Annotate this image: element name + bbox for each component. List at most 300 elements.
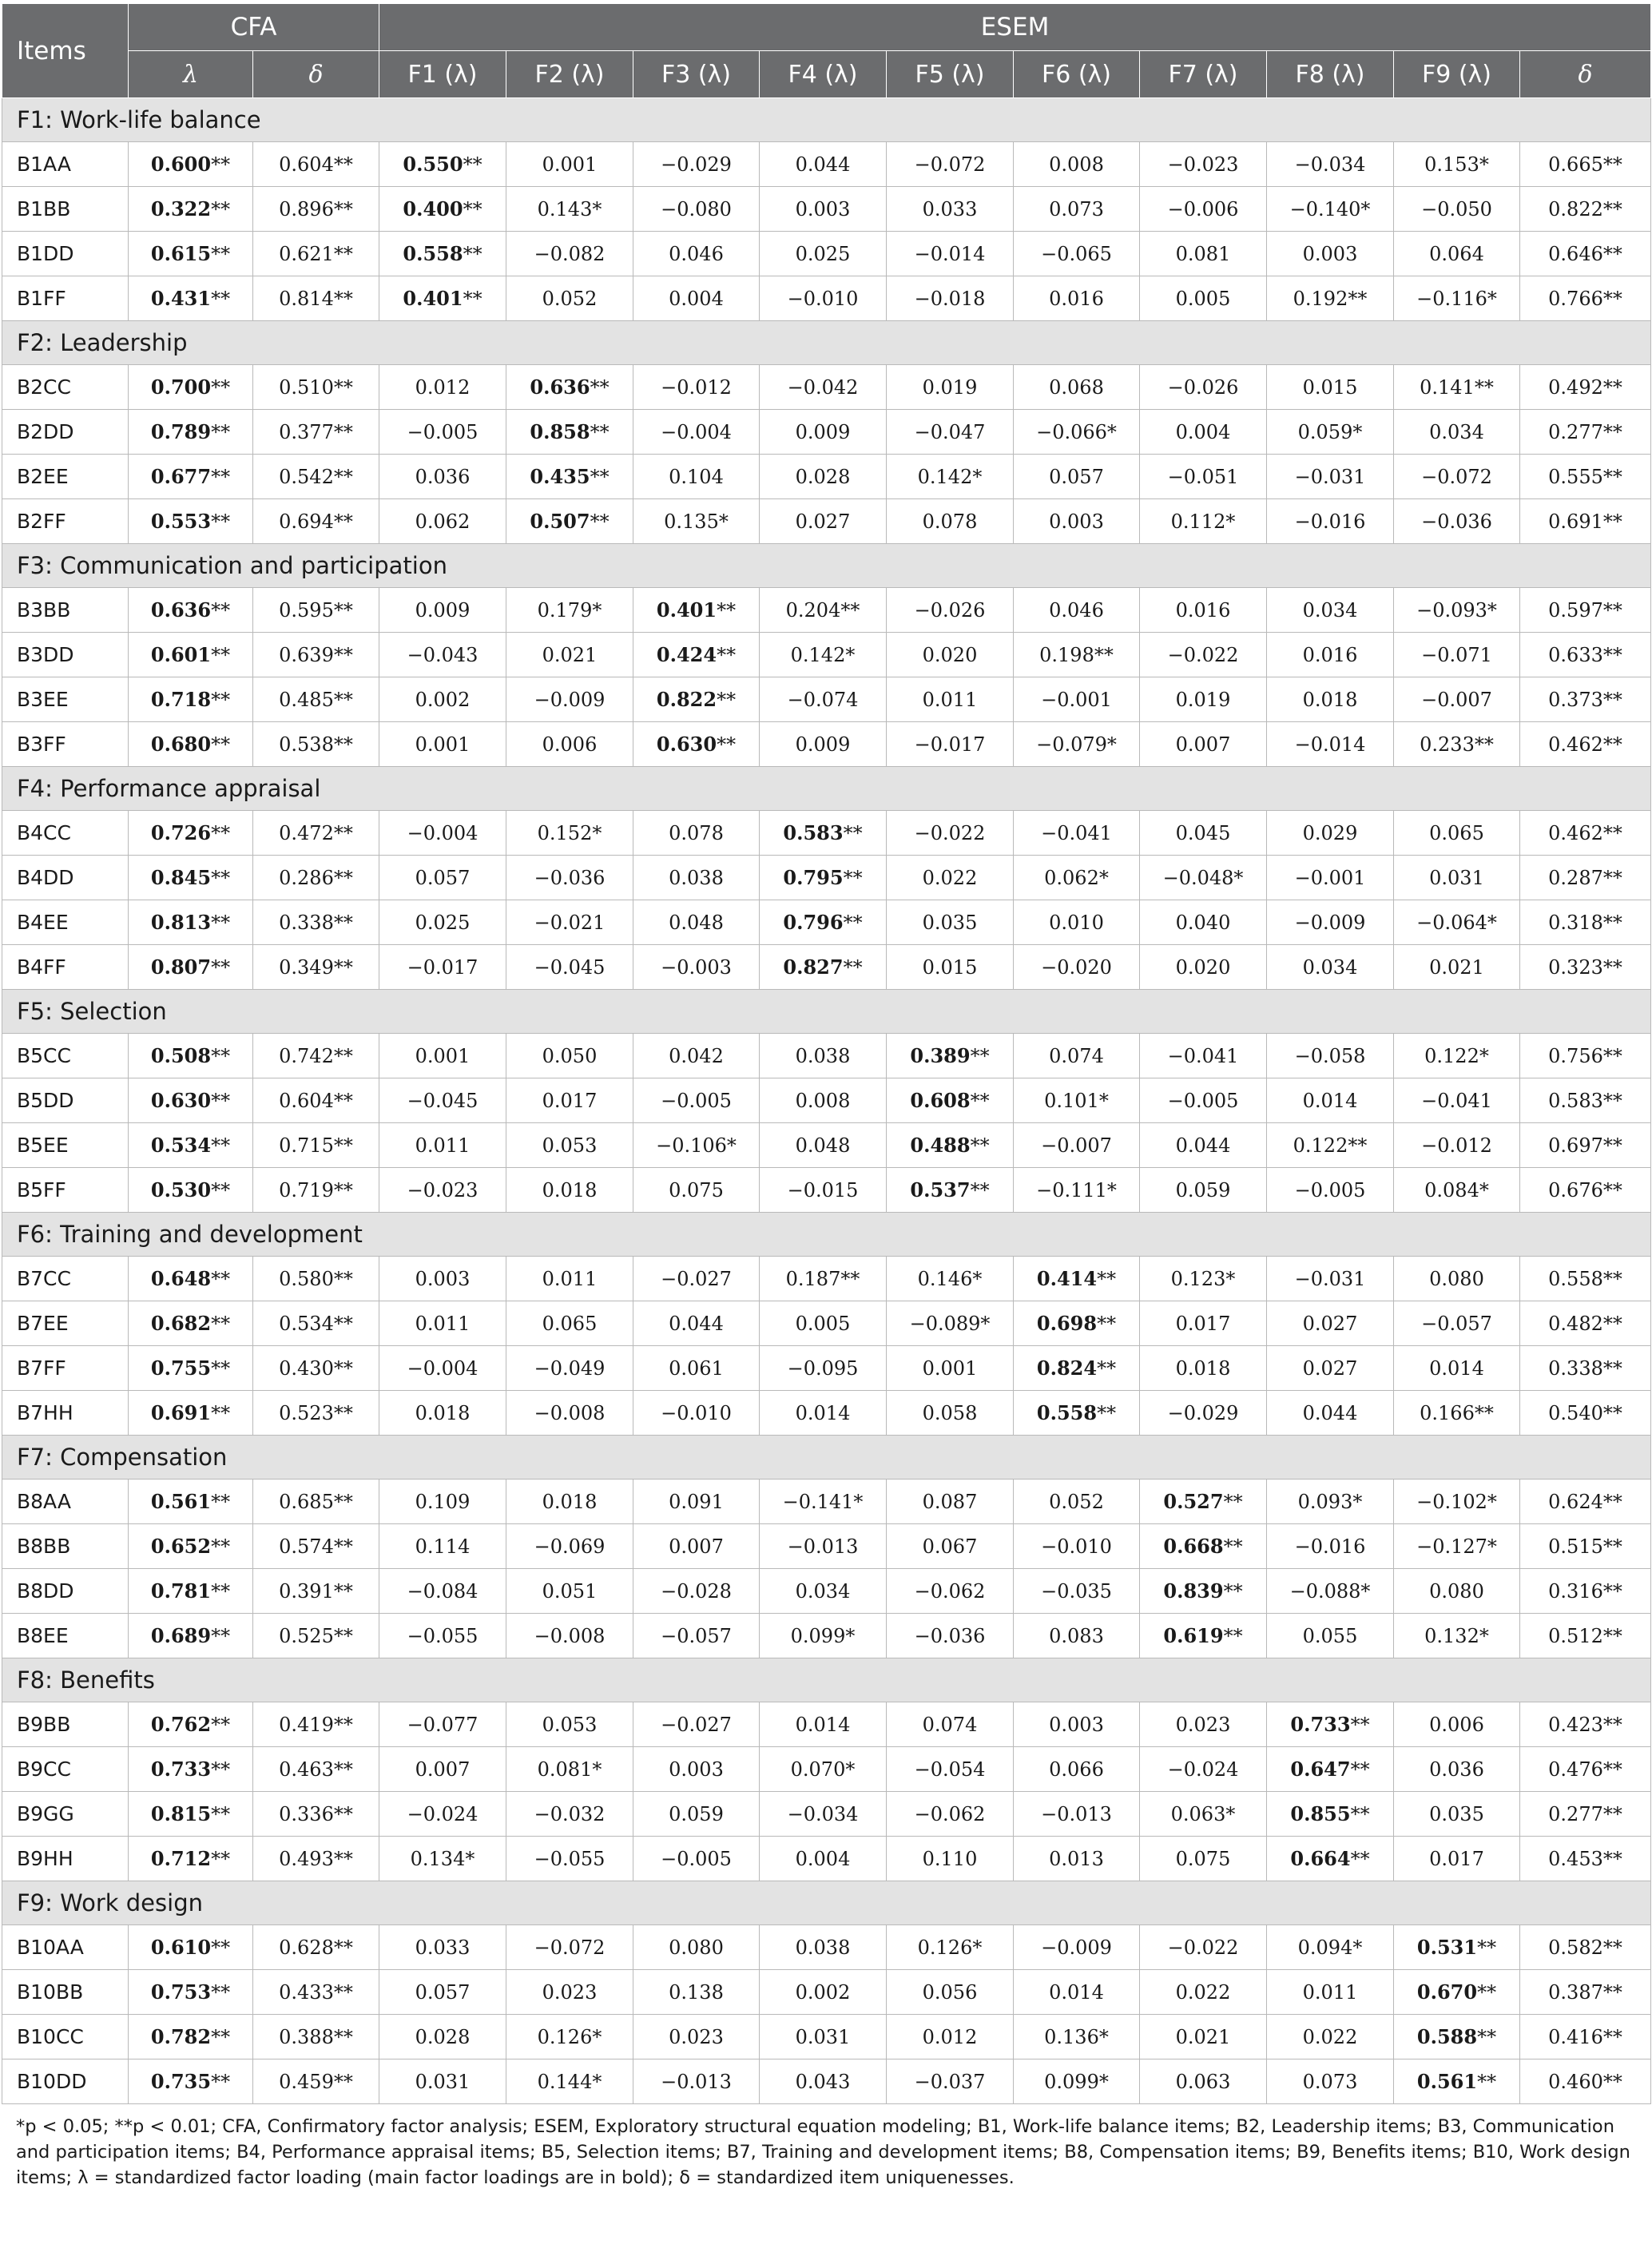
cfa-loading-cell: 0.733** bbox=[129, 1747, 253, 1792]
esem-uniqueness-cell: 0.676** bbox=[1520, 1168, 1651, 1213]
esem-loading-cell: −0.017 bbox=[887, 722, 1014, 767]
esem-f2-header: F2 (λ) bbox=[506, 51, 633, 98]
section-header-row bbox=[2, 1881, 1651, 1925]
esem-loading-cell: −0.022 bbox=[887, 811, 1014, 856]
esem-loading-cell: 0.839** bbox=[1140, 1569, 1267, 1614]
esem-loading-cell: 0.016 bbox=[1014, 276, 1140, 321]
esem-loading-cell: 0.027 bbox=[1267, 1346, 1394, 1391]
cfa-loading-cell: 0.600** bbox=[129, 142, 253, 187]
esem-loading-cell: −0.022 bbox=[1140, 1925, 1267, 1970]
esem-loading-cell: 0.012 bbox=[887, 2015, 1014, 2059]
item-label: B9CC bbox=[2, 1747, 129, 1792]
esem-uniqueness-cell: 0.462** bbox=[1520, 722, 1651, 767]
esem-loading-cell: 0.007 bbox=[379, 1747, 506, 1792]
esem-loading-cell: −0.022 bbox=[1140, 633, 1267, 677]
esem-loading-cell: −0.005 bbox=[1140, 1078, 1267, 1123]
esem-loading-cell: 0.066 bbox=[1014, 1747, 1140, 1792]
significance-stars: ** bbox=[211, 1803, 231, 1825]
esem-loading-cell: 0.057 bbox=[1014, 455, 1140, 499]
esem-uniqueness-cell: 0.323** bbox=[1520, 945, 1651, 990]
significance-stars: ** bbox=[211, 2026, 231, 2048]
table-footnote: *p < 0.05; **p < 0.01; CFA, Confirmatory factor analysis; ESEM, Exploratory structural equation modeling; B1, Work-life balance items; B2, Leadership items; B3, Communication and participation items; B4, Performance appraisal items; B5, Selection items; B7, Training and development items; B8, Compensation items; B9, Benefits items; B10, Work design items; λ = standardized factor loading (main factor loadings are in bold); δ = standardized item uniquenesses. bbox=[16, 2116, 1630, 2188]
esem-loading-cell: −0.058 bbox=[1267, 1034, 1394, 1078]
esem-loading-cell: 0.059* bbox=[1267, 410, 1394, 455]
table-row bbox=[2, 1123, 1651, 1168]
cfa-loading-cell: 0.561** bbox=[129, 1480, 253, 1524]
esem-loading-cell: 0.104 bbox=[633, 455, 760, 499]
cfa-lambda-header: λ bbox=[129, 51, 253, 98]
esem-loading-cell: −0.004 bbox=[379, 811, 506, 856]
section-title: F3: Communication and participation bbox=[2, 544, 1651, 588]
esem-loading-cell: 0.002 bbox=[379, 677, 506, 722]
esem-loading-cell: −0.065 bbox=[1014, 232, 1140, 276]
esem-loading-cell: 0.561** bbox=[1394, 2059, 1520, 2104]
esem-loading-cell: −0.007 bbox=[1014, 1123, 1140, 1168]
section-header-row bbox=[2, 544, 1651, 588]
esem-uniqueness-cell: 0.460** bbox=[1520, 2059, 1651, 2104]
esem-loading-cell: 0.123* bbox=[1140, 1257, 1267, 1301]
esem-loading-cell: 0.014 bbox=[1014, 1970, 1140, 2015]
item-label: B8DD bbox=[2, 1569, 129, 1614]
esem-loading-cell: −0.043 bbox=[379, 633, 506, 677]
significance-stars: ** bbox=[843, 956, 863, 979]
cfa-loading-cell: 0.530** bbox=[129, 1168, 253, 1213]
cfa-uniqueness-cell: 0.391** bbox=[253, 1569, 379, 1614]
esem-loading-cell: 0.507** bbox=[506, 499, 633, 544]
esem-loading-cell: 0.065 bbox=[506, 1301, 633, 1346]
esem-loading-cell: −0.072 bbox=[1394, 455, 1520, 499]
esem-loading-cell: 0.045 bbox=[1140, 811, 1267, 856]
esem-loading-cell: −0.028 bbox=[633, 1569, 760, 1614]
section-title: F5: Selection bbox=[2, 990, 1651, 1034]
significance-stars: ** bbox=[463, 198, 482, 220]
esem-loading-cell: 0.022 bbox=[1140, 1970, 1267, 2015]
esem-loading-cell: 0.018 bbox=[506, 1480, 633, 1524]
esem-loading-cell: 0.033 bbox=[887, 187, 1014, 232]
esem-loading-cell: 0.048 bbox=[633, 900, 760, 945]
esem-loading-cell: 0.153* bbox=[1394, 142, 1520, 187]
table-row bbox=[2, 856, 1651, 900]
esem-loading-cell: 0.001 bbox=[379, 722, 506, 767]
esem-loading-cell: −0.047 bbox=[887, 410, 1014, 455]
esem-loading-cell: −0.029 bbox=[1140, 1391, 1267, 1436]
esem-loading-cell: 0.112* bbox=[1140, 499, 1267, 544]
esem-loading-cell: −0.012 bbox=[1394, 1123, 1520, 1168]
esem-uniqueness-cell: 0.316** bbox=[1520, 1569, 1651, 1614]
esem-loading-cell: 0.141** bbox=[1394, 365, 1520, 410]
item-label: B1DD bbox=[2, 232, 129, 276]
esem-loading-cell: 0.003 bbox=[1014, 499, 1140, 544]
esem-loading-cell: −0.077 bbox=[379, 1702, 506, 1747]
section-header-row bbox=[2, 1213, 1651, 1257]
esem-loading-cell: 0.009 bbox=[760, 722, 887, 767]
cfa-loading-cell: 0.553** bbox=[129, 499, 253, 544]
esem-loading-cell: −0.023 bbox=[379, 1168, 506, 1213]
cfa-uniqueness-cell: 0.896** bbox=[253, 187, 379, 232]
significance-stars: ** bbox=[211, 912, 231, 934]
esem-loading-cell: 0.059 bbox=[1140, 1168, 1267, 1213]
significance-stars: ** bbox=[717, 599, 737, 622]
esem-uniqueness-cell: 0.646** bbox=[1520, 232, 1651, 276]
esem-loading-cell: 0.004 bbox=[1140, 410, 1267, 455]
esem-loading-cell: −0.036 bbox=[887, 1614, 1014, 1658]
cfa-loading-cell: 0.682** bbox=[129, 1301, 253, 1346]
esem-loading-cell: −0.082 bbox=[506, 232, 633, 276]
esem-loading-cell: 0.109 bbox=[379, 1480, 506, 1524]
cfa-uniqueness-cell: 0.542** bbox=[253, 455, 379, 499]
esem-loading-cell: 0.020 bbox=[887, 633, 1014, 677]
esem-loading-cell: 0.664** bbox=[1267, 1837, 1394, 1881]
esem-loading-cell: 0.073 bbox=[1014, 187, 1140, 232]
esem-loading-cell: 0.044 bbox=[1140, 1123, 1267, 1168]
item-label: B5CC bbox=[2, 1034, 129, 1078]
esem-loading-cell: 0.081 bbox=[1140, 232, 1267, 276]
esem-loading-cell: 0.043 bbox=[760, 2059, 887, 2104]
esem-loading-cell: 0.009 bbox=[760, 410, 887, 455]
esem-loading-cell: −0.001 bbox=[1267, 856, 1394, 900]
esem-loading-cell: 0.050 bbox=[506, 1034, 633, 1078]
cfa-delta-header: δ bbox=[253, 51, 379, 98]
esem-loading-cell: 0.138 bbox=[633, 1970, 760, 2015]
cfa-loading-cell: 0.691** bbox=[129, 1391, 253, 1436]
table-row bbox=[2, 1569, 1651, 1614]
esem-loading-cell: 0.001 bbox=[506, 142, 633, 187]
significance-stars: ** bbox=[211, 956, 231, 979]
esem-loading-cell: −0.032 bbox=[506, 1792, 633, 1837]
table-row bbox=[2, 588, 1651, 633]
esem-loading-cell: 0.435** bbox=[506, 455, 633, 499]
esem-loading-cell: 0.017 bbox=[506, 1078, 633, 1123]
esem-loading-cell: −0.021 bbox=[506, 900, 633, 945]
esem-loading-cell: 0.021 bbox=[1140, 2015, 1267, 2059]
esem-loading-cell: 0.025 bbox=[760, 232, 887, 276]
esem-loading-cell: −0.014 bbox=[1267, 722, 1394, 767]
section-header-row bbox=[2, 990, 1651, 1034]
esem-loading-cell: 0.046 bbox=[633, 232, 760, 276]
esem-loading-cell: −0.074 bbox=[760, 677, 887, 722]
esem-uniqueness-cell: 0.373** bbox=[1520, 677, 1651, 722]
esem-loading-cell: 0.668** bbox=[1140, 1524, 1267, 1569]
esem-uniqueness-cell: 0.318** bbox=[1520, 900, 1651, 945]
esem-loading-cell: 0.204** bbox=[760, 588, 887, 633]
esem-loading-cell: −0.010 bbox=[633, 1391, 760, 1436]
esem-loading-cell: 0.636** bbox=[506, 365, 633, 410]
esem-header: ESEM bbox=[379, 4, 1651, 51]
esem-loading-cell: 0.142* bbox=[760, 633, 887, 677]
esem-loading-cell: 0.824** bbox=[1014, 1346, 1140, 1391]
esem-loading-cell: 0.064 bbox=[1394, 232, 1520, 276]
esem-loading-cell: −0.054 bbox=[887, 1747, 1014, 1792]
esem-uniqueness-cell: 0.277** bbox=[1520, 410, 1651, 455]
esem-uniqueness-cell: 0.492** bbox=[1520, 365, 1651, 410]
esem-loading-cell: −0.027 bbox=[633, 1702, 760, 1747]
table-row bbox=[2, 1792, 1651, 1837]
significance-stars: ** bbox=[1223, 1580, 1243, 1603]
esem-loading-cell: 0.057 bbox=[379, 1970, 506, 2015]
esem-loading-cell: 0.558** bbox=[1014, 1391, 1140, 1436]
section-title: F7: Compensation bbox=[2, 1436, 1651, 1480]
esem-loading-cell: 0.233** bbox=[1394, 722, 1520, 767]
item-label: B7FF bbox=[2, 1346, 129, 1391]
esem-loading-cell: 0.070* bbox=[760, 1747, 887, 1792]
cfa-uniqueness-cell: 0.349** bbox=[253, 945, 379, 990]
esem-loading-cell: −0.057 bbox=[1394, 1301, 1520, 1346]
esem-loading-cell: 0.015 bbox=[887, 945, 1014, 990]
table-row bbox=[2, 1391, 1651, 1436]
esem-loading-cell: −0.055 bbox=[506, 1837, 633, 1881]
esem-loading-cell: −0.036 bbox=[506, 856, 633, 900]
significance-stars: ** bbox=[211, 689, 231, 711]
cfa-loading-cell: 0.735** bbox=[129, 2059, 253, 2104]
esem-loading-cell: 0.062 bbox=[379, 499, 506, 544]
esem-loading-cell: −0.034 bbox=[1267, 142, 1394, 187]
esem-loading-cell: −0.009 bbox=[506, 677, 633, 722]
esem-loading-cell: 0.014 bbox=[1394, 1346, 1520, 1391]
esem-loading-cell: 0.034 bbox=[1394, 410, 1520, 455]
significance-stars: ** bbox=[211, 1045, 231, 1067]
cfa-loading-cell: 0.615** bbox=[129, 232, 253, 276]
esem-loading-cell: −0.013 bbox=[633, 2059, 760, 2104]
significance-stars: ** bbox=[211, 1625, 231, 1647]
cfa-uniqueness-cell: 0.628** bbox=[253, 1925, 379, 1970]
cfa-loading-cell: 0.753** bbox=[129, 1970, 253, 2015]
esem-loading-cell: 0.122** bbox=[1267, 1123, 1394, 1168]
cfa-uniqueness-cell: 0.715** bbox=[253, 1123, 379, 1168]
esem-loading-cell: 0.035 bbox=[887, 900, 1014, 945]
esem-loading-cell: −0.005 bbox=[1267, 1168, 1394, 1213]
significance-stars: ** bbox=[1097, 1313, 1117, 1335]
esem-loading-cell: 0.080 bbox=[1394, 1257, 1520, 1301]
significance-stars: ** bbox=[211, 1491, 231, 1513]
esem-loading-cell: 0.179* bbox=[506, 588, 633, 633]
item-label: B9GG bbox=[2, 1792, 129, 1837]
esem-loading-cell: −0.013 bbox=[760, 1524, 887, 1569]
section-title: F1: Work-life balance bbox=[2, 98, 1651, 142]
cfa-uniqueness-cell: 0.493** bbox=[253, 1837, 379, 1881]
esem-loading-cell: 0.588** bbox=[1394, 2015, 1520, 2059]
section-header-row bbox=[2, 1658, 1651, 1702]
esem-loading-cell: 0.855** bbox=[1267, 1792, 1394, 1837]
esem-loading-cell: −0.013 bbox=[1014, 1792, 1140, 1837]
table-row bbox=[2, 1747, 1651, 1792]
significance-stars: ** bbox=[717, 644, 737, 666]
esem-uniqueness-cell: 0.476** bbox=[1520, 1747, 1651, 1792]
cfa-uniqueness-cell: 0.574** bbox=[253, 1524, 379, 1569]
esem-loading-cell: −0.080 bbox=[633, 187, 760, 232]
cfa-loading-cell: 0.789** bbox=[129, 410, 253, 455]
table-row bbox=[2, 677, 1651, 722]
esem-loading-cell: 0.401** bbox=[633, 588, 760, 633]
esem-loading-cell: −0.116* bbox=[1394, 276, 1520, 321]
esem-loading-cell: 0.034 bbox=[760, 1569, 887, 1614]
significance-stars: ** bbox=[970, 1134, 990, 1157]
esem-loading-cell: 0.146* bbox=[887, 1257, 1014, 1301]
esem-loading-cell: 0.136* bbox=[1014, 2015, 1140, 2059]
cfa-loading-cell: 0.755** bbox=[129, 1346, 253, 1391]
significance-stars: ** bbox=[1477, 2026, 1497, 2048]
esem-loading-cell: 0.051 bbox=[506, 1569, 633, 1614]
significance-stars: ** bbox=[211, 599, 231, 622]
cfa-uniqueness-cell: 0.510** bbox=[253, 365, 379, 410]
significance-stars: ** bbox=[211, 1090, 231, 1112]
esem-loading-cell: 0.795** bbox=[760, 856, 887, 900]
significance-stars: ** bbox=[590, 421, 610, 443]
cfa-uniqueness-cell: 0.377** bbox=[253, 410, 379, 455]
esem-loading-cell: 0.006 bbox=[506, 722, 633, 767]
esem-loading-cell: −0.057 bbox=[633, 1614, 760, 1658]
esem-loading-cell: −0.066* bbox=[1014, 410, 1140, 455]
esem-loading-cell: 0.005 bbox=[1140, 276, 1267, 321]
cfa-uniqueness-cell: 0.286** bbox=[253, 856, 379, 900]
cfa-uniqueness-cell: 0.595** bbox=[253, 588, 379, 633]
esem-loading-cell: 0.018 bbox=[379, 1391, 506, 1436]
table-row bbox=[2, 1614, 1651, 1658]
esem-loading-cell: 0.527** bbox=[1140, 1480, 1267, 1524]
section-title: F2: Leadership bbox=[2, 321, 1651, 365]
esem-loading-cell: 0.018 bbox=[1267, 677, 1394, 722]
item-label: B8AA bbox=[2, 1480, 129, 1524]
significance-stars: ** bbox=[590, 510, 610, 533]
table-row bbox=[2, 455, 1651, 499]
significance-stars: ** bbox=[1223, 1625, 1243, 1647]
esem-loading-cell: −0.016 bbox=[1267, 499, 1394, 544]
cfa-loading-cell: 0.781** bbox=[129, 1569, 253, 1614]
esem-loading-cell: 0.010 bbox=[1014, 900, 1140, 945]
esem-uniqueness-cell: 0.582** bbox=[1520, 1925, 1651, 1970]
esem-loading-cell: 0.003 bbox=[1267, 232, 1394, 276]
significance-stars: ** bbox=[463, 153, 482, 176]
esem-loading-cell: 0.698** bbox=[1014, 1301, 1140, 1346]
esem-loading-cell: −0.012 bbox=[633, 365, 760, 410]
esem-loading-cell: 0.019 bbox=[887, 365, 1014, 410]
esem-loading-cell: −0.106* bbox=[633, 1123, 760, 1168]
significance-stars: ** bbox=[843, 912, 863, 934]
table-row bbox=[2, 1524, 1651, 1569]
table-row bbox=[2, 499, 1651, 544]
cfa-loading-cell: 0.762** bbox=[129, 1702, 253, 1747]
significance-stars: ** bbox=[211, 1535, 231, 1558]
esem-loading-cell: 0.080 bbox=[633, 1925, 760, 1970]
significance-stars: ** bbox=[211, 1981, 231, 2004]
esem-loading-cell: 0.074 bbox=[1014, 1034, 1140, 1078]
esem-loading-cell: 0.053 bbox=[506, 1123, 633, 1168]
esem-loading-cell: 0.053 bbox=[506, 1702, 633, 1747]
esem-loading-cell: 0.014 bbox=[760, 1702, 887, 1747]
esem-loading-cell: 0.537** bbox=[887, 1168, 1014, 1213]
significance-stars: ** bbox=[211, 153, 231, 176]
esem-loading-cell: 0.022 bbox=[887, 856, 1014, 900]
esem-loading-cell: 0.027 bbox=[1267, 1301, 1394, 1346]
esem-loading-cell: 0.389** bbox=[887, 1034, 1014, 1078]
esem-loading-cell: 0.630** bbox=[633, 722, 760, 767]
significance-stars: ** bbox=[211, 1714, 231, 1736]
table-row bbox=[2, 722, 1651, 767]
significance-stars: ** bbox=[463, 288, 482, 310]
esem-loading-cell: 0.015 bbox=[1267, 365, 1394, 410]
esem-loading-cell: 0.084* bbox=[1394, 1168, 1520, 1213]
significance-stars: ** bbox=[211, 1580, 231, 1603]
significance-stars: ** bbox=[717, 689, 737, 711]
section-header-row bbox=[2, 321, 1651, 365]
esem-loading-cell: 0.093* bbox=[1267, 1480, 1394, 1524]
esem-loading-cell: 0.031 bbox=[760, 2015, 887, 2059]
section-title: F6: Training and development bbox=[2, 1213, 1651, 1257]
esem-loading-cell: 0.033 bbox=[379, 1925, 506, 1970]
esem-loading-cell: 0.007 bbox=[633, 1524, 760, 1569]
item-label: B3FF bbox=[2, 722, 129, 767]
esem-loading-cell: −0.111* bbox=[1014, 1168, 1140, 1213]
esem-loading-cell: 0.001 bbox=[887, 1346, 1014, 1391]
esem-loading-cell: 0.005 bbox=[760, 1301, 887, 1346]
table-row bbox=[2, 365, 1651, 410]
significance-stars: ** bbox=[1477, 1981, 1497, 2004]
table-row bbox=[2, 1301, 1651, 1346]
table-row bbox=[2, 1480, 1651, 1524]
table-row bbox=[2, 2015, 1651, 2059]
items-header: Items bbox=[2, 4, 129, 98]
esem-loading-cell: 0.006 bbox=[1394, 1702, 1520, 1747]
esem-uniqueness-cell: 0.624** bbox=[1520, 1480, 1651, 1524]
esem-loading-cell: −0.051 bbox=[1140, 455, 1267, 499]
esem-loading-cell: −0.034 bbox=[760, 1792, 887, 1837]
section-title: F9: Work design bbox=[2, 1881, 1651, 1925]
cfa-loading-cell: 0.322** bbox=[129, 187, 253, 232]
esem-uniqueness-cell: 0.583** bbox=[1520, 1078, 1651, 1123]
esem-loading-cell: −0.036 bbox=[1394, 499, 1520, 544]
significance-stars: ** bbox=[1350, 1714, 1370, 1736]
esem-loading-cell: 0.028 bbox=[760, 455, 887, 499]
cfa-uniqueness-cell: 0.814** bbox=[253, 276, 379, 321]
esem-loading-cell: 0.152* bbox=[506, 811, 633, 856]
table-row bbox=[2, 945, 1651, 990]
cfa-uniqueness-cell: 0.523** bbox=[253, 1391, 379, 1436]
esem-loading-cell: −0.029 bbox=[633, 142, 760, 187]
significance-stars: ** bbox=[1477, 2071, 1497, 2093]
table-row bbox=[2, 1078, 1651, 1123]
esem-loading-cell: 0.619** bbox=[1140, 1614, 1267, 1658]
esem-loading-cell: 0.078 bbox=[633, 811, 760, 856]
item-label: B10BB bbox=[2, 1970, 129, 2015]
cfa-uniqueness-cell: 0.338** bbox=[253, 900, 379, 945]
significance-stars: ** bbox=[590, 376, 610, 399]
cfa-loading-cell: 0.726** bbox=[129, 811, 253, 856]
section-header-row bbox=[2, 1436, 1651, 1480]
significance-stars: ** bbox=[211, 1313, 231, 1335]
cfa-uniqueness-cell: 0.463** bbox=[253, 1747, 379, 1792]
esem-loading-cell: −0.004 bbox=[379, 1346, 506, 1391]
significance-stars: ** bbox=[1097, 1268, 1117, 1290]
esem-loading-cell: 0.126* bbox=[506, 2015, 633, 2059]
esem-loading-cell: 0.858** bbox=[506, 410, 633, 455]
item-label: B9HH bbox=[2, 1837, 129, 1881]
cfa-loading-cell: 0.648** bbox=[129, 1257, 253, 1301]
esem-loading-cell: −0.041 bbox=[1014, 811, 1140, 856]
esem-loading-cell: 0.062* bbox=[1014, 856, 1140, 900]
esem-loading-cell: 0.065 bbox=[1394, 811, 1520, 856]
esem-loading-cell: −0.018 bbox=[887, 276, 1014, 321]
significance-stars: ** bbox=[1350, 1758, 1370, 1781]
significance-stars: ** bbox=[1223, 1535, 1243, 1558]
esem-loading-cell: 0.011 bbox=[887, 677, 1014, 722]
esem-loading-cell: 0.011 bbox=[1267, 1970, 1394, 2015]
esem-f3-header: F3 (λ) bbox=[633, 51, 760, 98]
esem-uniqueness-cell: 0.287** bbox=[1520, 856, 1651, 900]
esem-loading-cell: 0.011 bbox=[379, 1123, 506, 1168]
esem-loading-cell: 0.012 bbox=[379, 365, 506, 410]
esem-loading-cell: 0.020 bbox=[1140, 945, 1267, 990]
cfa-uniqueness-cell: 0.580** bbox=[253, 1257, 379, 1301]
esem-loading-cell: −0.009 bbox=[1014, 1925, 1140, 1970]
